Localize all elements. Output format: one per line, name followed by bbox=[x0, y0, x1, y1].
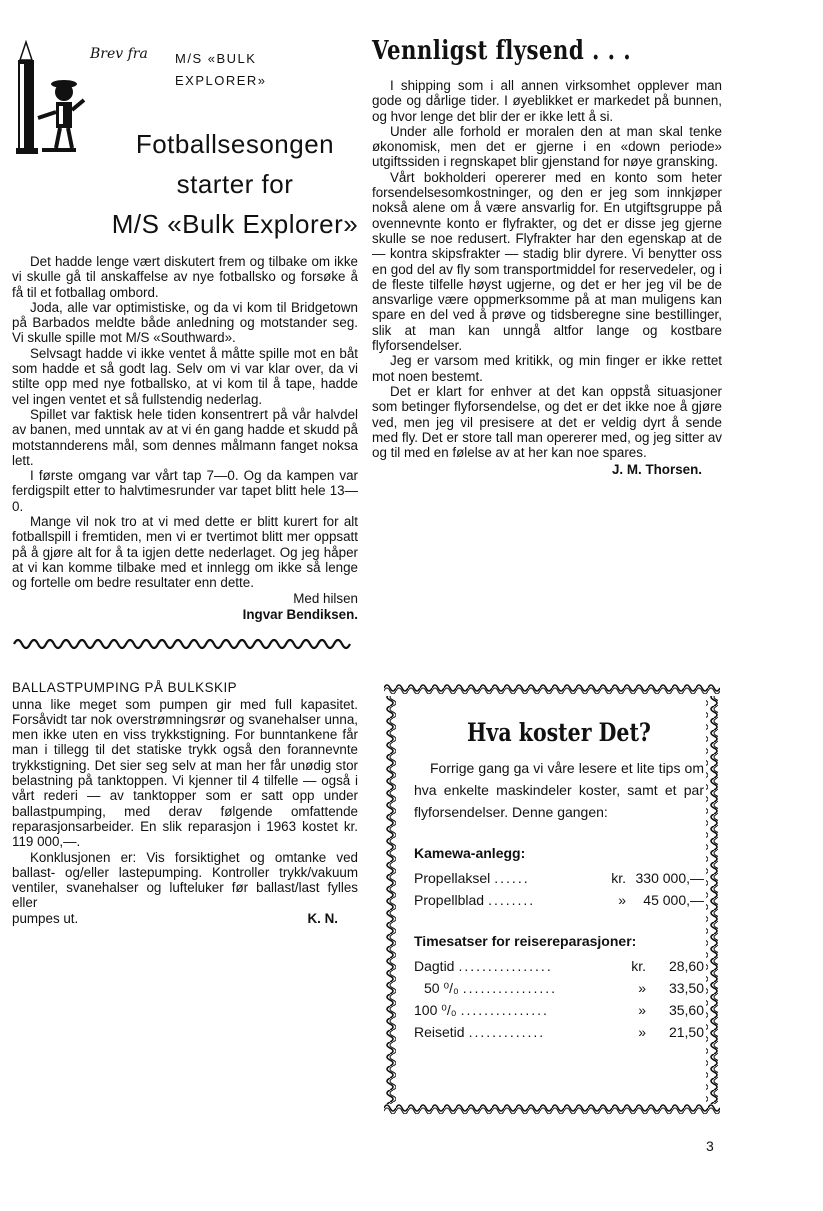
price-box bbox=[384, 682, 720, 1118]
paragraph: Vårt bokholderi opererer med en konto som heter forsendelsesomkostninger, og den er jeg som innkjøper nokså alene om å være ansvarlig for. En utgiftsgruppe på ovennevnte konto er flyfrakter, og det er disse jeg gjerne skulle se noe redusert. Flyfrakter har den egenskap at de — kontra skipsfrakter — stadig blir dyrere. Vi benytter oss en god del av fly som transportmiddel for reservedeler, og i de fleste tilfelle høyst ugjerne, og det er her jeg vil be de ansvarlige være oppmerksomme på at man muligens kan spare en del ved å prøve og tidsberegne sine bestillinger, slik at man kan unngå altfor lange og kostbare flyforsendelser. bbox=[372, 169, 722, 354]
price-currency: » bbox=[638, 980, 646, 996]
price-row bbox=[414, 889, 704, 911]
brev-label: Brev fra bbox=[90, 46, 148, 62]
price-label: 50 ⁰/₀ bbox=[424, 980, 459, 996]
price-currency: » bbox=[638, 1024, 646, 1040]
price-label: Propellaksel bbox=[414, 870, 491, 886]
price-amount: 330 000,— bbox=[635, 870, 704, 886]
paragraph: Konklusjonen er: Vis forsiktighet og omtanke ved ballast- og/eller lastepumping. Kontroller trykk/vakuum ventiler, svanehalser og lufteluker før ballast/last fylles eller bbox=[12, 849, 358, 911]
price-amount: 21,50 bbox=[668, 1024, 704, 1040]
leader-dots: ............. bbox=[468, 1024, 546, 1040]
paragraph: Under alle forhold er moralen den at man skal tenke økonomisk, men det er gjerne i en «down periode» utgiftssiden i regnskapet blir gjenstand for nøye gransking. bbox=[372, 123, 722, 170]
price-row bbox=[414, 977, 704, 999]
leader-dots: ...... bbox=[494, 870, 530, 886]
paragraph: Det hadde lenge vært diskutert frem og tilbake om ikke vi skulle gå til anskaffelse av nye fotballsko og forsøke å få til et fotballag ombord. bbox=[12, 254, 358, 300]
pencil-mascot-icon bbox=[12, 40, 102, 158]
flysend-article bbox=[372, 78, 722, 460]
price-box-content bbox=[414, 718, 704, 1043]
signature: K. N. bbox=[307, 910, 338, 926]
leader-dots: ............... bbox=[460, 1002, 549, 1018]
leader-dots: ................ bbox=[462, 980, 558, 996]
wavy-divider bbox=[12, 637, 358, 651]
price-amount: 35,60 bbox=[668, 1002, 704, 1018]
ballast-article bbox=[12, 697, 358, 926]
price-label: Propellblad bbox=[414, 892, 485, 908]
rates-heading: Timesatser for reisereparasjoner: bbox=[414, 933, 637, 949]
price-amount: 28,60 bbox=[668, 958, 704, 974]
page-title: Fotballsesongen starter for M/S «Bulk Explorer» bbox=[111, 129, 359, 239]
price-amount: 33,50 bbox=[668, 980, 704, 996]
leader-dots: ........ bbox=[488, 892, 536, 908]
price-label: Dagtid bbox=[414, 958, 455, 974]
paragraph: Jeg er varsom med kritikk, og min finger er ikke rettet mot noen bestemt. bbox=[372, 353, 722, 384]
price-amount: 45 000,— bbox=[643, 892, 704, 908]
price-row bbox=[414, 867, 704, 889]
paragraph: Det er klart for enhver at det kan oppstå situasjoner som betinger flyforsendelse, og det er det ikke noe å gjøre ved, men jeg vil presisere at det er veldig dyrt å sende med fly. Det er store tall man opererer med, og jeg sitter av og til med en følelse av at her kan noe spares. bbox=[372, 383, 722, 461]
box-title: Hva koster Det? bbox=[467, 718, 651, 747]
ship-name: M/S «BULK EXPLORER» bbox=[175, 51, 267, 88]
price-label: 100 ⁰/₀ bbox=[414, 1002, 457, 1018]
price-row bbox=[414, 999, 704, 1021]
price-currency: » bbox=[638, 1002, 646, 1018]
signature: J. M. Thorsen. bbox=[611, 462, 702, 478]
price-label: Reisetid bbox=[414, 1024, 465, 1040]
paragraph: Spillet var faktisk hele tiden konsentrert på vår halvdel av banen, med unntak av at vi én gang hadde et skudd på motstannderens mål, som dennes målmann fanget noksa lett. bbox=[12, 406, 358, 468]
closing-line bbox=[12, 911, 358, 926]
signature: Ingvar Bendiksen. bbox=[242, 606, 358, 622]
masthead bbox=[12, 40, 359, 239]
greeting: Med hilsen bbox=[293, 590, 358, 606]
leader-dots: ................ bbox=[458, 958, 553, 974]
right-column bbox=[372, 36, 722, 477]
price-currency: kr. bbox=[631, 958, 646, 974]
paragraph: Joda, alle var optimistiske, og da vi kom til Bridgetown på Barbados meldte både anledning og motstander seg. Vi skulle spille mot M/S «Southward». bbox=[12, 299, 358, 346]
price-currency: » bbox=[618, 892, 626, 908]
paragraph: I første omgang var vårt tap 7—0. Og da kampen var ferdigspilt etter to halvtimesrunder var tapet blitt hele 13—0. bbox=[12, 468, 358, 514]
paragraph: Selvsagt hadde vi ikke ventet å måtte spille mot en båt som hadde et så godt lag. Selv om vi var klar over, da vi stilte opp med nye fotballsko, at vi kom til å tape, hadde vel ingen ventet et så fullstendig nederlag. bbox=[12, 345, 358, 407]
paragraph: I shipping som i all annen virksomhet opplever man gode og dårlige tider. I øyeblikket er markedet på bunnen, og hvor lenge det blir der er ikke lett å si. bbox=[372, 78, 722, 124]
box-intro: Forrige gang ga vi våre lesere et lite tips om hva enkelte maskindeler koster, samt et par flyforsendelser. Denne gangen: bbox=[414, 760, 704, 820]
left-column bbox=[12, 40, 358, 926]
price-row bbox=[414, 1021, 704, 1043]
kamewa-heading: Kamewa-anlegg: bbox=[414, 845, 526, 861]
paragraph-end: pumpes ut. bbox=[12, 910, 79, 926]
price-row bbox=[414, 955, 704, 977]
article-title: Vennligst flysend . . . bbox=[372, 36, 632, 66]
section-title: BALLASTPUMPING PÅ BULKSKIP bbox=[12, 679, 238, 695]
price-currency: kr. bbox=[611, 870, 626, 886]
paragraph: unna like meget som pumpen gir med full kapasitet. Forsåvidt tar nok overstrømningsrør og svanehalser unna, men ikke uten en viss trykkstigning. For bunntankene får man i tillegg til det statiske trykk også den forannevnte trykkstigning. Det sier seg selv at man her får unødig stor belastning på tanktoppen. Vi kjenner til 4 tilfelle — også i vårt rederi — av tanktopper som er satt opp under ballastpumping, med derav følgende omfattende reparasjonsarbeider. En slik reparasjon i 1963 kostet kr. 119 000,—. bbox=[12, 696, 358, 850]
paragraph: Mange vil nok tro at vi med dette er blitt kurert for alt fotballspill i fremtiden, men vi er tvertimot blitt mer oppsatt på å gjøre alt for å ta igjen dette nederlaget. Og jeg håper at vi kan komme tilbake med et innlegg om ikke så lenge og fortelle om bedre resultater enn dette. bbox=[12, 514, 358, 591]
page-number: 3 bbox=[706, 1138, 714, 1154]
football-article bbox=[12, 254, 358, 591]
